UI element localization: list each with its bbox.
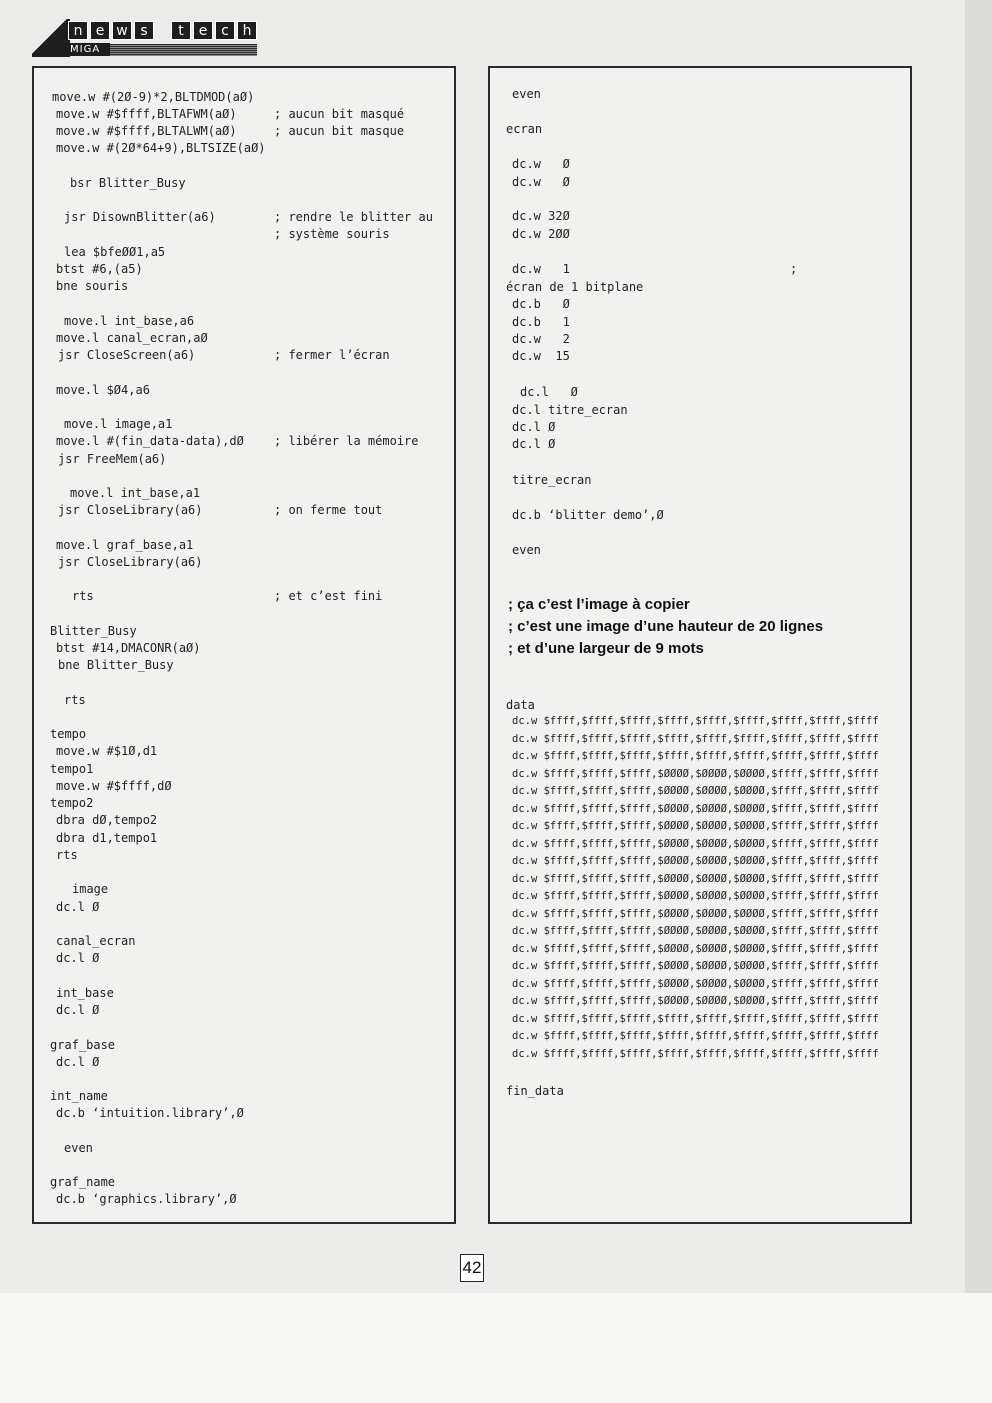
left-code-listing xyxy=(32,66,456,1224)
logo-letter-logo_letters_2-0: t xyxy=(171,21,191,40)
code-line: tempo2 xyxy=(50,796,94,810)
code-line: tempo1 xyxy=(50,762,94,776)
code-line: jsr CloseLibrary(a6) xyxy=(58,555,203,569)
data-line: dc.w $ffff,$ffff,$ffff,$ffff,$ffff,$ffff,$ffff,$ffff,$ffff xyxy=(512,715,879,727)
logo-gap xyxy=(156,21,169,40)
code-line: dc.l Ø xyxy=(56,951,100,965)
logo-letter-logo_letters_2-2: c xyxy=(215,21,235,40)
logo-letter-logo_letters_2-3: h xyxy=(237,21,257,40)
code-comment: ; aucun bit masqué xyxy=(274,107,405,121)
data-line: dc.w $ffff,$ffff,$ffff,$ffff,$ffff,$ffff,$ffff,$ffff,$ffff xyxy=(512,750,879,762)
code-line: dc.w Ø xyxy=(512,175,570,189)
code-comment: ; système souris xyxy=(274,227,390,241)
code-line: dbra dØ,tempo2 xyxy=(56,813,158,827)
code-line: jsr CloseLibrary(a6) xyxy=(58,503,203,517)
logo-letter-logo_letters_2-1: e xyxy=(193,21,213,40)
code-line: dc.b 1 xyxy=(512,315,570,329)
code-line: dc.w 32Ø xyxy=(512,209,570,223)
code-line: move.w #(2Ø-9)*2,BLTDMOD(aØ) xyxy=(52,90,255,104)
data-line: dc.w $ffff,$ffff,$ffff,$ffff,$ffff,$ffff,$ffff,$ffff,$ffff xyxy=(512,1030,879,1042)
code-comment: ; on ferme tout xyxy=(274,503,383,517)
code-line: tempo xyxy=(50,727,87,741)
logo-letter-logo_letters_1-0: n xyxy=(68,21,88,40)
code-line: titre_ecran xyxy=(512,473,592,487)
code-line: dc.w Ø xyxy=(512,157,570,171)
data-line: dc.w $ffff,$ffff,$ffff,$ØØØØ,$ØØØØ,$ØØØØ,$ffff,$ffff,$ffff xyxy=(512,942,879,955)
code-comment: ; aucun bit masque xyxy=(274,124,405,138)
code-line: dc.l Ø xyxy=(512,437,556,451)
data-line: dc.w $ffff,$ffff,$ffff,$ØØØØ,$ØØØØ,$ØØØØ,$ffff,$ffff,$ffff xyxy=(512,907,879,920)
code-line: graf_name xyxy=(50,1175,116,1189)
note-line: ; c’est une image d’une hauteur de 20 lignes xyxy=(508,618,824,635)
code-line: dbra d1,tempo1 xyxy=(56,831,158,845)
right-code-listing xyxy=(488,66,912,1224)
code-line: move.l canal_ecran,aØ xyxy=(56,331,208,345)
code-line: dc.l Ø xyxy=(512,420,556,434)
data-line: dc.w $ffff,$ffff,$ffff,$ØØØØ,$ØØØØ,$ØØØØ,$ffff,$ffff,$ffff xyxy=(512,960,879,972)
code-comment: ; xyxy=(790,262,798,276)
code-line: image xyxy=(72,882,109,896)
code-line: dc.w 1 xyxy=(512,262,570,276)
code-line: btst #6,(a5) xyxy=(56,262,143,276)
code-line: int_name xyxy=(50,1089,108,1103)
code-line: ecran xyxy=(506,122,543,136)
code-line: dc.b ‘blitter demo’,Ø xyxy=(512,508,664,522)
code-line: even xyxy=(512,543,541,557)
code-line: dc.b ‘intuition.library’,Ø xyxy=(56,1106,244,1120)
code-line: move.l $Ø4,a6 xyxy=(56,383,150,397)
code-line: rts xyxy=(64,693,86,707)
code-line: dc.l Ø xyxy=(56,900,100,914)
data-label: data xyxy=(506,698,535,712)
code-line: move.w #$ffff,dØ xyxy=(56,779,172,793)
code-comment: ; et c’est fini xyxy=(274,589,383,603)
code-line: move.w #$ffff,BLTAFWM(aØ) xyxy=(56,107,237,121)
code-line: move.l int_base,a1 xyxy=(70,486,201,500)
code-line: canal_ecran xyxy=(56,934,136,948)
code-comment: ; libérer la mémoire xyxy=(274,434,419,448)
logo-letter-logo_letters_1-1: e xyxy=(90,21,110,40)
code-line: int_base xyxy=(56,986,114,1000)
code-line: dc.b Ø xyxy=(512,297,570,311)
code-line: move.w #$ffff,BLTALWM(aØ) xyxy=(56,124,237,138)
data-line: dc.w $ffff,$ffff,$ffff,$ØØØØ,$ØØØØ,$ØØØØ,$ffff,$ffff,$ffff xyxy=(512,767,879,780)
logo-letters xyxy=(68,21,257,40)
logo-letter-logo_letters_1-3: s xyxy=(134,21,154,40)
code-line: dc.w 2ØØ xyxy=(512,227,570,241)
code-line: dc.l Ø xyxy=(520,385,578,399)
code-line: move.w #$1Ø,d1 xyxy=(56,744,158,758)
code-line: dc.l Ø xyxy=(56,1003,100,1017)
data-line: dc.w $ffff,$ffff,$ffff,$ØØØØ,$ØØØØ,$ØØØØ,$ffff,$ffff,$ffff xyxy=(512,802,879,815)
news-tech-amiga-logo xyxy=(32,19,258,57)
data-line: dc.w $ffff,$ffff,$ffff,$ØØØØ,$ØØØØ,$ØØØØ,$ffff,$ffff,$ffff xyxy=(512,837,879,850)
data-line: dc.w $ffff,$ffff,$ffff,$ØØØØ,$ØØØØ,$ØØØØ,$ffff,$ffff,$ffff xyxy=(512,785,879,797)
code-line: dc.w 2 xyxy=(512,332,570,346)
logo-a-wedge xyxy=(32,19,70,57)
fin-data-label: fin_data xyxy=(506,1084,564,1098)
note-line: ; ça c’est l’image à copier xyxy=(508,596,690,613)
code-line: jsr FreeMem(a6) xyxy=(58,452,167,466)
code-line: écran de 1 bitplane xyxy=(506,280,644,294)
page-edge-shadow xyxy=(965,0,992,1293)
data-line: dc.w $ffff,$ffff,$ffff,$ØØØØ,$ØØØØ,$ØØØØ,$ffff,$ffff,$ffff xyxy=(512,890,879,902)
data-line: dc.w $ffff,$ffff,$ffff,$ØØØØ,$ØØØØ,$ØØØØ,$ffff,$ffff,$ffff xyxy=(512,977,879,990)
logo-letter-logo_letters_1-2: w xyxy=(112,21,132,40)
data-line: dc.w $ffff,$ffff,$ffff,$ffff,$ffff,$ffff,$ffff,$ffff,$ffff xyxy=(512,732,879,745)
code-line: move.l #(fin_data-data),dØ xyxy=(56,434,244,448)
code-line: btst #14,DMACONR(aØ) xyxy=(56,641,201,655)
code-line: even xyxy=(64,1141,93,1155)
code-line: graf_base xyxy=(50,1038,116,1052)
code-line: move.w #(2Ø*64+9),BLTSIZE(aØ) xyxy=(56,141,266,155)
code-line: dc.l Ø xyxy=(56,1055,100,1069)
code-line: rts xyxy=(56,848,78,862)
logo-sub-label: MIGA xyxy=(68,43,110,56)
code-line: dc.w 15 xyxy=(512,349,570,363)
code-line: move.l graf_base,a1 xyxy=(56,538,194,552)
code-comment: ; fermer l’écran xyxy=(274,348,390,362)
code-line: jsr CloseScreen(a6) xyxy=(58,348,196,362)
data-line: dc.w $ffff,$ffff,$ffff,$ØØØØ,$ØØØØ,$ØØØØ,$ffff,$ffff,$ffff xyxy=(512,872,879,885)
note-line: ; et d’une largeur de 9 mots xyxy=(508,640,704,657)
code-line: rts xyxy=(72,589,94,603)
code-line: move.l image,a1 xyxy=(64,417,173,431)
data-line: dc.w $ffff,$ffff,$ffff,$ffff,$ffff,$ffff,$ffff,$ffff,$ffff xyxy=(512,1047,879,1060)
code-line: Blitter_Busy xyxy=(50,624,137,638)
code-line: bne souris xyxy=(56,279,129,293)
data-line: dc.w $ffff,$ffff,$ffff,$ØØØØ,$ØØØØ,$ØØØØ,$ffff,$ffff,$ffff xyxy=(512,925,879,937)
page-number: 42 xyxy=(460,1254,484,1282)
data-line: dc.w $ffff,$ffff,$ffff,$ØØØØ,$ØØØØ,$ØØØØ,$ffff,$ffff,$ffff xyxy=(512,820,879,832)
data-line: dc.w $ffff,$ffff,$ffff,$ØØØØ,$ØØØØ,$ØØØØ,$ffff,$ffff,$ffff xyxy=(512,995,879,1007)
code-line: dc.b ‘graphics.library’,Ø xyxy=(56,1192,237,1206)
scan-margin xyxy=(0,1293,992,1403)
data-line: dc.w $ffff,$ffff,$ffff,$ffff,$ffff,$ffff,$ffff,$ffff,$ffff xyxy=(512,1012,879,1025)
code-line: even xyxy=(512,87,541,101)
code-line: dc.l titre_ecran xyxy=(512,403,628,417)
data-line: dc.w $ffff,$ffff,$ffff,$ØØØØ,$ØØØØ,$ØØØØ,$ffff,$ffff,$ffff xyxy=(512,855,879,867)
code-line: jsr DisownBlitter(a6) xyxy=(64,210,216,224)
code-line: lea $bfeØØ1,a5 xyxy=(64,245,166,259)
code-comment: ; rendre le blitter au xyxy=(274,210,433,224)
code-line: bne Blitter_Busy xyxy=(58,658,174,672)
code-line: bsr Blitter_Busy xyxy=(70,176,186,190)
code-line: move.l int_base,a6 xyxy=(64,314,195,328)
